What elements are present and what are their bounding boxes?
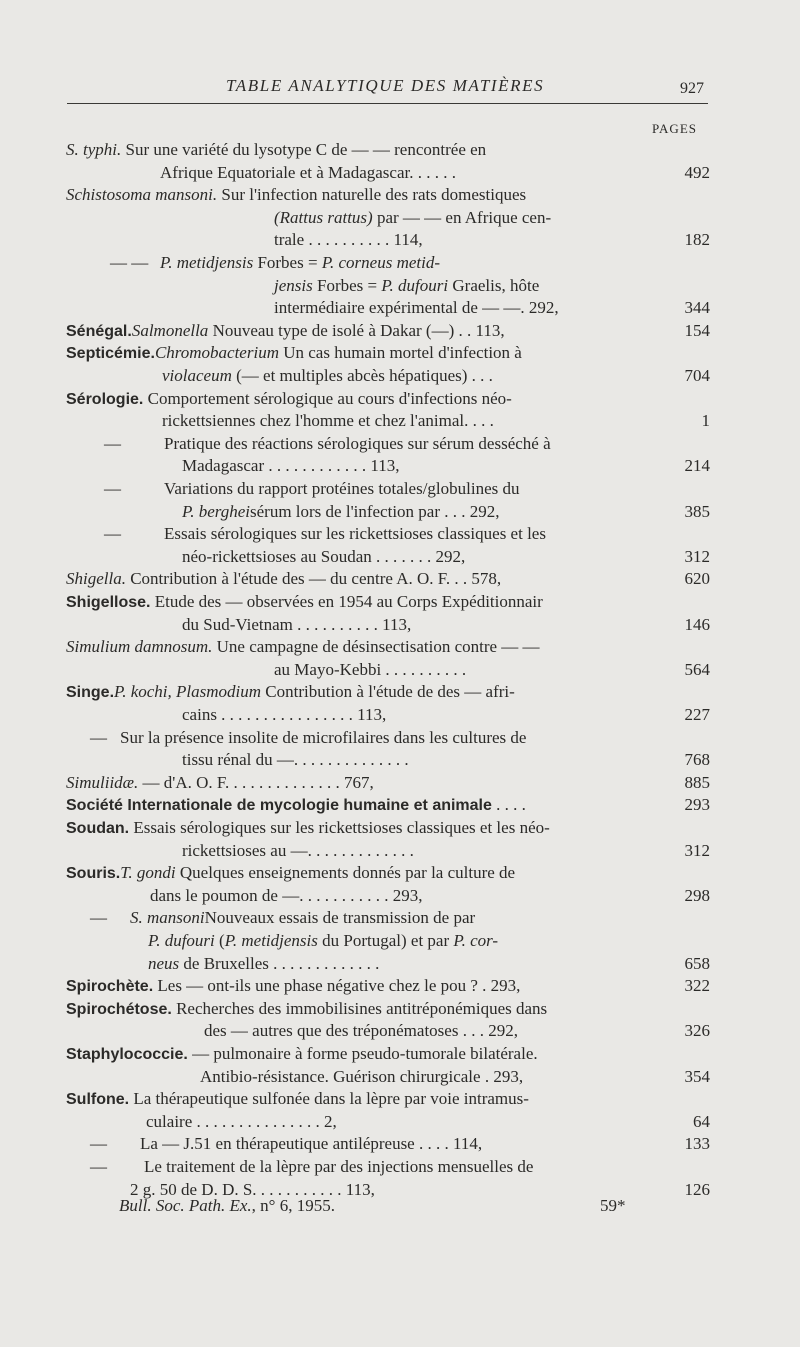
- italic-term: P. berghei: [182, 501, 250, 521]
- entry-heading: Sulfone.: [66, 1091, 130, 1109]
- index-line: [66, 795, 526, 816]
- index-line: [120, 728, 526, 748]
- index-line: [162, 366, 493, 386]
- entry-text: Afrique Equatoriale et à Madagascar. . . . . .: [160, 162, 456, 182]
- ditto-dash: —: [90, 1157, 107, 1176]
- header-rule: [67, 103, 708, 104]
- entry-text: Quelques enseignements donnés par la culture de: [175, 863, 516, 883]
- entry-heading: Spirochétose.: [66, 1000, 172, 1018]
- index-line: [182, 502, 500, 522]
- entry-text: Pratique des réactions sérologiques sur sérum desséché à: [164, 433, 551, 453]
- index-line: [160, 163, 456, 183]
- index-line: [204, 1021, 518, 1041]
- index-line: [148, 931, 498, 951]
- entry-text: des — autres que des tréponématoses . . . 292,: [204, 1021, 518, 1041]
- italic-term: P. metidjensis: [160, 253, 254, 272]
- italic-term: jensis: [274, 275, 313, 295]
- ditto-dash: —: [104, 524, 121, 544]
- entry-heading: Singe.: [66, 684, 115, 702]
- italic-term: P. kochi, Plasmodium: [114, 682, 262, 702]
- index-line: [66, 818, 550, 839]
- entry-text: Un cas humain mortel d'infection à: [278, 343, 522, 363]
- index-line: [164, 434, 551, 454]
- entry-heading: Souris.: [66, 865, 121, 883]
- entry-text: cains . . . . . . . . . . . . . . . . 113,: [182, 705, 387, 724]
- entry-text: intermédiaire expérimental de — —. 292,: [274, 298, 559, 318]
- index-line: [130, 908, 475, 928]
- index-line: [144, 1157, 533, 1177]
- italic-term: P. cor-: [453, 931, 499, 950]
- entry-heading: Société Internationale de mycologie humaine et animale: [66, 797, 492, 815]
- entry-text: La thérapeutique sulfonée dans la lèpre par voie intramus-: [129, 1089, 529, 1109]
- italic-term: P. corneus metid-: [321, 253, 441, 272]
- entry-text: culaire . . . . . . . . . . . . . . . 2,: [146, 1111, 337, 1131]
- page-reference: 620: [684, 569, 710, 589]
- pages-column-label: PAGES: [652, 121, 697, 136]
- entry-heading: Simuliidæ.: [66, 772, 139, 792]
- running-head: TABLE ANALYTIQUE DES MATIÈRES: [226, 76, 545, 95]
- page-reference: 658: [684, 953, 710, 973]
- page-reference: 704: [684, 366, 710, 385]
- index-line: [274, 298, 559, 318]
- entry-heading: Sérologie.: [66, 390, 144, 408]
- index-line: [66, 682, 515, 703]
- entry-text: du Portugal) et par: [317, 931, 454, 950]
- page-reference: 354: [684, 1066, 710, 1086]
- entry-text: Nouveau type de: [208, 320, 332, 340]
- entry-text: Etude des — observées en 1954 au Corps Expéditionnair: [150, 592, 543, 611]
- page-reference: 133: [684, 1134, 710, 1154]
- index-line: [274, 230, 423, 250]
- entry-text: Recherches des immobilisines antitréponémiques dans: [171, 998, 548, 1018]
- index-line: [66, 592, 543, 613]
- entry-text: Nouveaux essais de transmission de: [204, 908, 454, 928]
- entry-heading: Sénégal.: [66, 322, 132, 340]
- index-line: [66, 569, 501, 589]
- index-line: [66, 389, 512, 410]
- entry-text: par — — en Afrique cen-: [372, 207, 552, 227]
- italic-term: P. dufouri: [148, 931, 215, 950]
- index-line: [146, 1112, 337, 1132]
- entry-text: Le traitement de la lèpre par des injections mensuelles de: [144, 1157, 534, 1176]
- entry-text: Une campagne de désinsectisation contre — —: [212, 637, 540, 657]
- entry-text: Forbes =: [253, 253, 322, 272]
- entry-text: Contribution à l'étude des — du centre A. O. F. . . 578,: [125, 569, 502, 589]
- entry-text: au Mayo-Kebbi . . . . . . . . . .: [274, 659, 467, 679]
- entry-text: dans le poumon de —. . . . . . . . . . . 293,: [150, 885, 423, 905]
- page-reference: 322: [684, 976, 710, 996]
- index-line: [150, 886, 422, 906]
- index-line: [140, 1134, 482, 1154]
- page-reference: 312: [684, 840, 710, 860]
- page-reference: 312: [684, 546, 710, 566]
- page-reference: 1: [701, 411, 710, 431]
- page-reference: 326: [684, 1021, 710, 1041]
- index-line: [182, 750, 409, 770]
- index-line: [164, 479, 520, 499]
- entry-heading: S. typhi.: [66, 140, 122, 159]
- italic-term: (Rattus rattus): [274, 207, 373, 227]
- entry-text: La — J.51 en thérapeutique antilépreuse . . . . 114,: [140, 1134, 483, 1154]
- page-reference: 214: [684, 456, 710, 476]
- page-reference: 492: [684, 162, 710, 182]
- index-line: [66, 773, 374, 793]
- index-line: [182, 615, 411, 635]
- index-line: [274, 660, 466, 680]
- entry-heading: Shigella.: [66, 569, 126, 589]
- signature-mark: 59*: [600, 1196, 626, 1215]
- page-reference: 298: [684, 885, 710, 905]
- entry-text: Comportement sérologique au cours d'infections néo-: [143, 388, 512, 408]
- italic-term: violaceum: [162, 366, 232, 385]
- entry-text: Essais sérologiques sur les rickettsioses classiques et les: [164, 524, 546, 544]
- ditto-dash: —: [90, 908, 107, 928]
- entry-text: des — afri-: [437, 682, 515, 702]
- entry-text: par: [453, 908, 476, 928]
- index-line: [66, 1089, 529, 1110]
- index-line: [274, 276, 539, 296]
- ditto-dash: —: [90, 1134, 107, 1154]
- entry-heading: Soudan.: [66, 820, 130, 837]
- entry-text: Madagascar . . . . . . . . . . . . 113,: [182, 456, 400, 476]
- index-line: [200, 1067, 523, 1087]
- index-line: [66, 863, 515, 884]
- page-reference: 227: [684, 705, 710, 724]
- page-reference: 385: [684, 501, 710, 521]
- entry-text: Graelis, hôte: [448, 275, 540, 295]
- index-line: [66, 637, 540, 657]
- page-reference: 344: [684, 298, 710, 318]
- page-reference: 768: [684, 750, 710, 770]
- italic-term: T. gondi: [120, 863, 176, 883]
- ditto-dash: —: [104, 433, 121, 453]
- entry-text: — pulmonaire à forme pseudo-tumorale bilatérale.: [187, 1044, 538, 1063]
- italic-term: S. mansoni: [130, 908, 205, 928]
- index-line: [162, 411, 494, 431]
- italic-term: Salmonella: [131, 320, 209, 340]
- ditto-dash: —: [90, 727, 107, 747]
- italic-term: P. dufouri: [381, 275, 449, 295]
- italic-term: P. metidjensis: [224, 931, 318, 950]
- index-line: [66, 976, 520, 997]
- page-reference: 564: [684, 659, 710, 679]
- entry-heading: Simulium damnosum.: [66, 637, 213, 657]
- index-line: [66, 185, 526, 205]
- entry-text: trale . . . . . . . . . . 114,: [274, 230, 423, 250]
- entry-text: du Sud-Vietnam . . . . . . . . . . 113,: [182, 614, 412, 634]
- entry-text: Sur la présence insolite de microfilaires dans les cultures de: [120, 727, 527, 747]
- entry-text: (— et multiples abcès hépatiques) . . .: [231, 366, 493, 385]
- index-line: [164, 524, 546, 544]
- entry-text: isolé à Dakar (—) . . 113,: [332, 320, 505, 340]
- index-line: [66, 321, 505, 342]
- page-reference: 146: [684, 614, 710, 634]
- index-line: [182, 705, 386, 725]
- page-reference: 126: [684, 1179, 710, 1199]
- journal-title: Bull. Soc. Path. Ex., n° 6, 1955.: [119, 1196, 335, 1215]
- page-number: 927: [680, 80, 704, 97]
- entry-text: tissu rénal du —. . . . . . . . . . . . . .: [182, 750, 409, 770]
- index-line: [66, 1044, 538, 1065]
- index-line: [66, 343, 522, 364]
- entry-text: Forbes =: [312, 275, 382, 295]
- index-line: [182, 456, 400, 476]
- entry-text: sérum lors de l'infection par: [250, 501, 445, 521]
- page-reference: 64: [693, 1111, 710, 1131]
- entry-text: néo-rickettsioses au Soudan . . . . . . . 292,: [182, 546, 466, 566]
- italic-term: Chromobacterium: [154, 343, 279, 363]
- entry-text: . . . .: [491, 795, 526, 815]
- entry-text: — d'A. O. F. . . . . . . . . . . . . . 767,: [138, 772, 374, 792]
- index-line: [66, 999, 547, 1020]
- page-reference: 885: [684, 772, 710, 792]
- page-reference: 293: [684, 795, 710, 815]
- entry-heading: Schistosoma mansoni.: [66, 185, 218, 205]
- entry-text: rickettsioses au —. . . . . . . . . . . . .: [182, 840, 414, 860]
- page-reference: 154: [684, 320, 710, 340]
- entry-text: rickettsiennes chez l'homme et chez l'animal. . . .: [162, 411, 494, 431]
- entry-text: Variations du rapport protéines totales/globulines du: [164, 479, 520, 498]
- index-line: [148, 954, 379, 974]
- index-line: [160, 253, 440, 273]
- entry-heading: Shigellose.: [66, 594, 151, 611]
- entry-text: 2 g. 50 de D. D. S. . . . . . . . . . . 113,: [130, 1179, 375, 1199]
- page-reference: 182: [684, 230, 710, 250]
- entry-heading: Staphylococcie.: [66, 1046, 188, 1063]
- entry-text: Antibio-résistance. Guérison chirurgicale . 293,: [200, 1066, 524, 1086]
- index-line: [182, 841, 414, 861]
- index-line: [274, 208, 551, 228]
- entry-text: (: [214, 931, 225, 950]
- entry-text: de Bruxelles . . . . . . . . . . . . .: [179, 953, 380, 973]
- entry-text: Contribution à l'étude de: [261, 682, 438, 702]
- entry-text: Sur une variété du lysotype C de — — rencontrée en: [121, 140, 487, 159]
- index-line: [66, 140, 486, 160]
- entry-heading: Septicémie.: [66, 345, 155, 363]
- entry-text: Les — ont-ils une phase négative chez le pou ? . 293,: [153, 976, 521, 996]
- entry-text: . . . 292,: [444, 501, 500, 521]
- ditto-dash: —: [104, 479, 121, 498]
- ditto-dash: — —: [110, 253, 149, 272]
- index-line: [182, 547, 465, 567]
- entry-text: Essais sérologiques sur les rickettsioses classiques et les néo-: [129, 818, 550, 837]
- italic-term: neus: [148, 953, 180, 973]
- entry-heading: Spirochète.: [66, 978, 154, 996]
- entry-text: Sur l'infection naturelle des rats domestiques: [217, 185, 527, 205]
